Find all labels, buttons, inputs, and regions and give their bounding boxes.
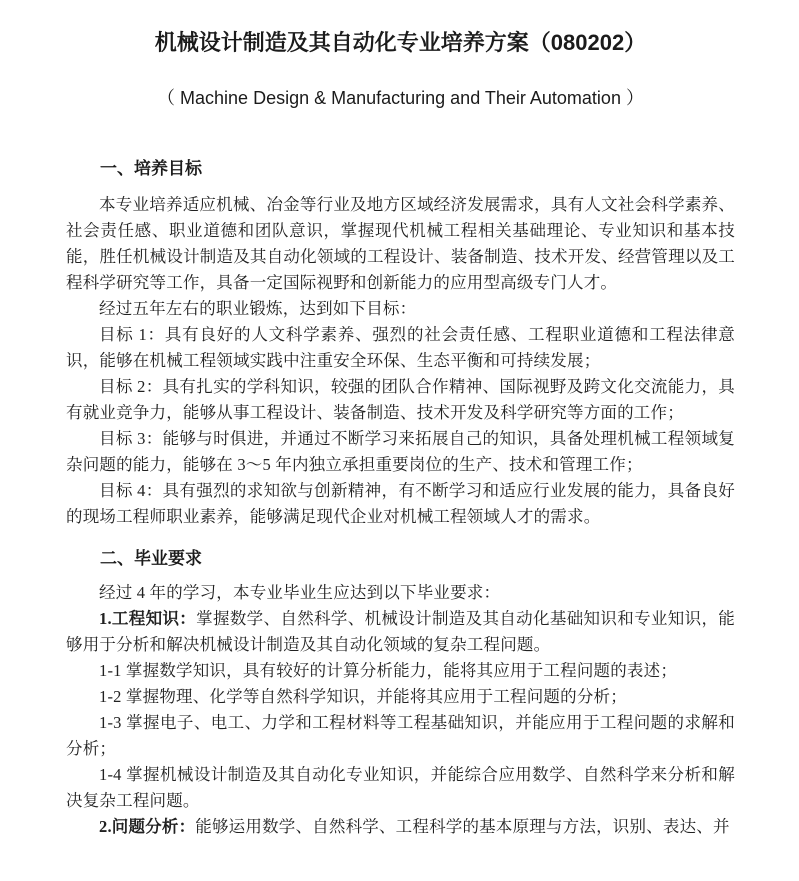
paragraph-text: 1-4 掌握机械设计制造及其自动化专业知识，并能综合应用数学、自然科学来分析和解决复杂工程问题。 bbox=[66, 765, 735, 810]
section-heading-graduation-requirements: 二、毕业要求 bbox=[100, 549, 202, 568]
paragraph-text: 1-3 掌握电子、电工、力学和工程材料等工程基础知识，并能应用于工程问题的求解和分析； bbox=[66, 713, 735, 758]
document-title: 机械设计制造及其自动化专业培养方案（080202） bbox=[154, 30, 647, 55]
paragraph-goal-3 bbox=[66, 426, 735, 478]
paragraph-text: 经过五年左右的职业锻炼，达到如下目标： bbox=[99, 299, 417, 318]
paragraph-text: 能够运用数学、自然科学、工程科学的基本原理与方法，识别、表达、并 bbox=[195, 817, 730, 836]
paragraph-text: 目标 2：具有扎实的学科知识，较强的团队合作精神、国际视野及跨文化交流能力，具有就业竞争力，能够从事工程设计、装备制造、技术开发及科学研究等方面的工作； bbox=[66, 377, 735, 422]
paragraph-text: 目标 3：能够与时俱进，并通过不断学习来拓展自己的知识，具备处理机械工程领域复杂问题的能力，能够在 3～5 年内独立承担重要岗位的生产、技术和管理工作； bbox=[66, 429, 735, 474]
paragraph-goal-1 bbox=[66, 322, 735, 374]
paragraph-requirement-1 bbox=[66, 606, 735, 658]
paragraph-text: 本专业培养适应机械、冶金等行业及地方区域经济发展需求，具有人文社会科学素养、社会责任感、职业道德和团队意识，掌握现代机械工程相关基础理论、专业知识和基本技能，胜任机械设计制造及其自动化领域的工程设计、装备制造、技术开发、经营管理以及工程科学研究等工作，具备一定国际视野和创新能力的应用型高级专门人才。 bbox=[66, 195, 735, 292]
paragraph-goal-4 bbox=[66, 478, 735, 530]
document-subtitle-english: （ Machine Design & Manufacturing and Their Automation ） bbox=[157, 88, 644, 108]
paragraph-requirement-2 bbox=[66, 814, 735, 840]
paragraph-requirement-1-3 bbox=[66, 710, 735, 762]
paragraph-goal-2 bbox=[66, 374, 735, 426]
paragraph-overview bbox=[66, 192, 735, 296]
section-heading-training-objectives: 一、培养目标 bbox=[100, 159, 202, 178]
paragraph-text: 目标 4：具有强烈的求知欲与创新精神，有不断学习和适应行业发展的能力，具备良好的现场工程师职业素养，能够满足现代企业对机械工程领域人才的需求。 bbox=[66, 481, 735, 526]
paragraph-goal-intro bbox=[66, 296, 735, 322]
paragraph-text: 1-1 掌握数学知识，具有较好的计算分析能力，能将其应用于工程问题的表述； bbox=[99, 661, 678, 680]
paragraph-text: 目标 1：具有良好的人文科学素养、强烈的社会责任感、工程职业道德和工程法律意识，能够在机械工程领域实践中注重安全环保、生态平衡和可持续发展； bbox=[66, 325, 735, 370]
paragraph-requirement-1-4 bbox=[66, 762, 735, 814]
paragraph-requirement-1-2 bbox=[66, 684, 735, 710]
paragraph-lead: 2.问题分析： bbox=[99, 817, 196, 836]
paragraph-text: 掌握数学、自然科学、机械设计制造及其自动化基础知识和专业知识，能够用于分析和解决机械设计制造及其自动化领域的复杂工程问题。 bbox=[66, 609, 735, 654]
paragraph-requirement-1-1 bbox=[66, 658, 735, 684]
paragraph-text: 经过 4 年的学习，本专业毕业生应达到以下毕业要求： bbox=[99, 583, 501, 602]
paragraph-requirement-intro bbox=[66, 580, 735, 606]
paragraph-text: 1-2 掌握物理、化学等自然科学知识，并能将其应用于工程问题的分析； bbox=[99, 687, 627, 706]
paragraph-lead: 1.工程知识： bbox=[99, 609, 197, 628]
